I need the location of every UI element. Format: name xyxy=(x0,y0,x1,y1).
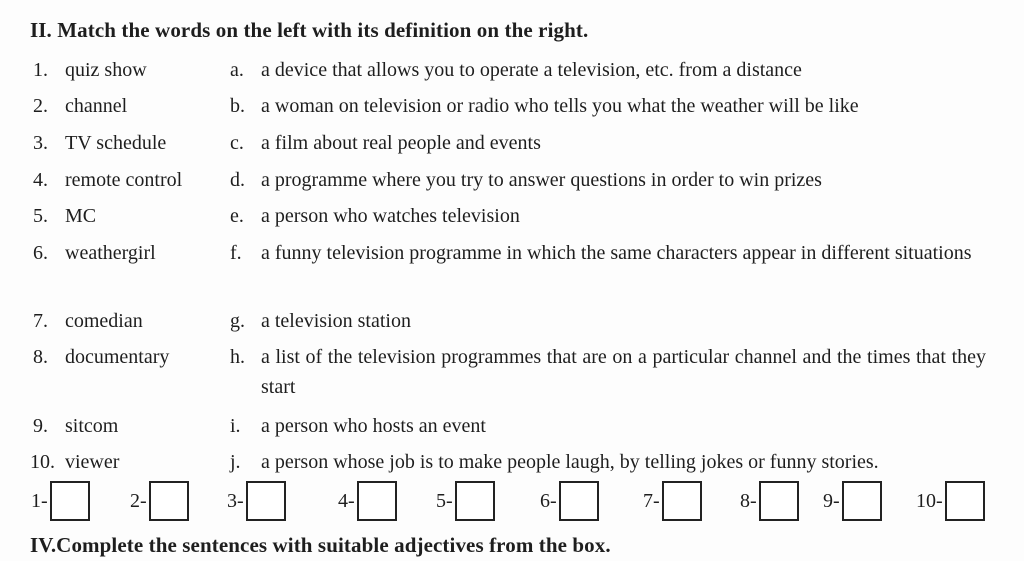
section-2-heading: II. Match the words on the left with its definition on the right. xyxy=(30,18,589,42)
definition-text: a television station xyxy=(261,310,411,332)
definition-letter: f. xyxy=(230,242,242,264)
definition-text: a person whose job is to make people laugh, by telling jokes or funny stories. xyxy=(261,451,879,473)
answer-slot-9 xyxy=(823,477,882,525)
word-term: TV schedule xyxy=(65,132,167,154)
definition-text: a person who watches television xyxy=(261,205,520,227)
answer-slot-7 xyxy=(643,477,702,525)
definition-letter: a. xyxy=(230,59,244,81)
answer-slot-10 xyxy=(916,477,985,525)
word-term: comedian xyxy=(65,310,143,332)
answer-box[interactable] xyxy=(559,481,599,521)
word-number: 8. xyxy=(33,346,48,368)
word-term: sitcom xyxy=(65,415,119,437)
word-term: channel xyxy=(65,95,128,117)
word-term: documentary xyxy=(65,346,170,368)
definition-letter: i. xyxy=(230,415,241,437)
definition-text: a film about real people and events xyxy=(261,132,541,154)
word-number: 7. xyxy=(33,310,48,332)
word-term: weathergirl xyxy=(65,242,156,264)
answer-label: 3- xyxy=(227,489,244,512)
answer-box[interactable] xyxy=(149,481,189,521)
section-4-heading: IV.Complete the sentences with suitable adjectives from the box. xyxy=(30,533,611,557)
definition-letter: j. xyxy=(230,451,241,473)
definition-text: a person who hosts an event xyxy=(261,415,486,437)
definition-letter: d. xyxy=(230,169,245,191)
word-number: 6. xyxy=(33,242,48,264)
answer-label: 9- xyxy=(823,489,840,512)
word-number: 4. xyxy=(33,169,48,191)
definition-text: a woman on television or radio who tells you what the weather will be like xyxy=(261,95,859,117)
answer-label: 2- xyxy=(130,489,147,512)
answer-box[interactable] xyxy=(945,481,985,521)
answer-slot-8 xyxy=(740,477,799,525)
word-number: 10. xyxy=(30,451,55,473)
definition-letter: c. xyxy=(230,132,244,154)
answer-box[interactable] xyxy=(357,481,397,521)
word-term: remote control xyxy=(65,169,183,191)
answer-slot-3 xyxy=(227,477,286,525)
word-number: 9. xyxy=(33,415,48,437)
definition-letter: e. xyxy=(230,205,244,227)
answer-label: 1- xyxy=(31,489,48,512)
word-number: 3. xyxy=(33,132,48,154)
word-number: 1. xyxy=(33,59,48,81)
answer-label: 10- xyxy=(916,489,943,512)
answer-box[interactable] xyxy=(50,481,90,521)
answer-slot-2 xyxy=(130,477,189,525)
answer-box[interactable] xyxy=(455,481,495,521)
answer-slot-4 xyxy=(338,477,397,525)
answer-slot-1 xyxy=(31,477,90,525)
definition-letter: b. xyxy=(230,95,245,117)
answer-boxes xyxy=(0,477,1024,527)
definition-text: a programme where you try to answer questions in order to win prizes xyxy=(261,169,822,191)
answer-slot-5 xyxy=(436,477,495,525)
word-term: quiz show xyxy=(65,59,147,81)
word-number: 5. xyxy=(33,205,48,227)
definition-letter: g. xyxy=(230,310,245,332)
word-term: viewer xyxy=(65,451,120,473)
definition-text: a list of the television programmes that are on a particular channel and the times that they start xyxy=(261,346,986,398)
answer-box[interactable] xyxy=(662,481,702,521)
answer-label: 8- xyxy=(740,489,757,512)
answer-slot-6 xyxy=(540,477,599,525)
answer-label: 4- xyxy=(338,489,355,512)
word-term: MC xyxy=(65,205,97,227)
answer-box[interactable] xyxy=(246,481,286,521)
answer-label: 5- xyxy=(436,489,453,512)
definition-text: a funny television programme in which the same characters appear in different situations xyxy=(261,242,972,264)
definition-text: a device that allows you to operate a television, etc. from a distance xyxy=(261,59,802,81)
answer-label: 6- xyxy=(540,489,557,512)
definition-letter: h. xyxy=(230,346,245,368)
answer-label: 7- xyxy=(643,489,660,512)
word-number: 2. xyxy=(33,95,48,117)
answer-box[interactable] xyxy=(759,481,799,521)
answer-box[interactable] xyxy=(842,481,882,521)
